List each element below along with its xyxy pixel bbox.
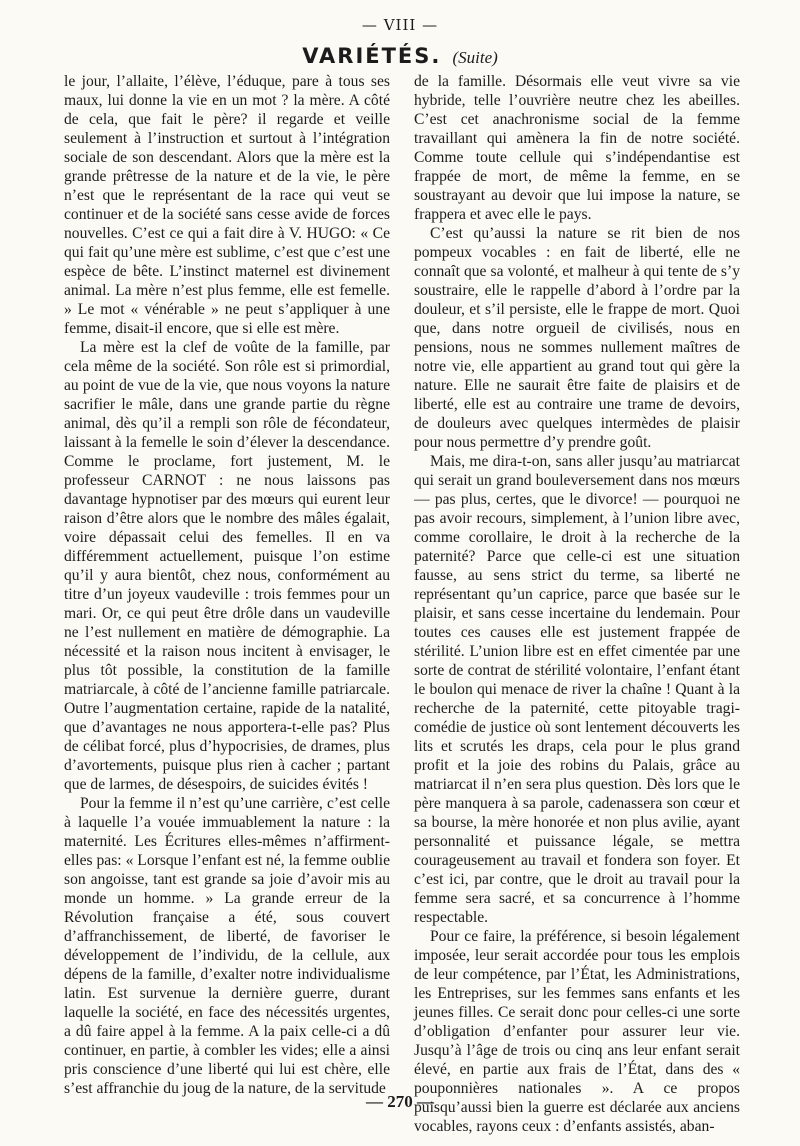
paragraph: Pour ce faire, la préférence, si besoin légalement imposée, leur serait accordée pour tous les emplois de leur compétence, par l’État, les Administrations, les Entreprises, sur les femmes sans enfants et les jeunes filles. Ce serait donc pour celles-ci une sorte d’obligation d’enfanter pour assurer leur vie. Jusqu’à l’âge de trois ou cinq ans leur enfant serait élevé, en partie aux frais de l’État, dans des « pouponnières nationales ». A ce propos puisqu’aussi bien la guerre est déclarée aux anciens vocables, rayons ceux : d’enfants assistés, aban- <box>414 928 740 1135</box>
paragraph: le jour, l’allaite, l’élève, l’éduque, pare à tous ses maux, lui donne la vie en un mot ? la mère. A côté de cela, que fait le père? il regarde et veille seulement à l’instruction et surtout à l’intégration sociale de son descendant. Alors que la mère est la grande prêtresse de la nature et de la vie, le père n’est que le représentant de la race qui veut se continuer et de la société sans cesse avide de forces nouvelles. C’est ce qui a fait dire à V. HUGO: « Ce qui fait qu’une mère est sublime, c’est que c’est une espèce de bête. L’instinct maternel est divinement animal. La mère n’est plus femme, elle est femelle. » Le mot « vénérable » ne peut s’appliquer à une femme, disait-il encore, que si elle est mère. <box>64 73 390 337</box>
paragraph: Pour la femme il n’est qu’une carrière, c’est celle à laquelle l’a vouée immuablement la nature : la maternité. Les Écritures elles-mêmes n’affirment-elles pas: « Lorsque l’enfant est né, la femme oublie son angoisse, tant est grande sa joie d’avoir mis au monde un homme. » La grande erreur de la Révolution française a été, sous couvert d’affranchissement, de liberté, de favoriser le développement de l’individu, de la cellule, aux dépens de la famille, d’exalter notre individualisme latin. Est survenue la dernière guerre, durant laquelle la société, en face des nécessités urgentes, a dû faire appel à la femme. A la paix celle-ci a dû continuer, en partie, à combler les vides; elle a ainsi pris conscience d’une liberté qui lui est chère, elle s’est affranchie du joug de la nature, de la servitude <box>64 795 390 1097</box>
paragraph: de la famille. Désormais elle veut vivre sa vie hybride, telle l’ouvrière neutre chez les abeilles. C’est cet anachronisme social de la femme travaillant qui amènera la fin de notre société. Comme toute cellule qui s’indépendantise est frappée de mort, de même la femme, en se soustrayant au devoir que lui impose la nature, se frappera et avec elle le pays. <box>414 73 740 223</box>
section-title <box>0 44 800 68</box>
paragraph: Mais, me dira-t-on, sans aller jusqu’au matriarcat qui serait un grand bouleversement dans nos mœurs — pas plus, certes, que le divorce! — pourquoi ne pas avoir recours, simplement, à l’union libre avec, comme corollaire, le droit à la recherche de la paternité? Parce que celle-ci est une situation fausse, au sens strict du terme, sa liberté ne représentant qu’un caprice, parce que basée sur le plaisir, et sans cesse incertaine du lendemain. Pour toutes ces causes elle est justement frappée de stérilité. L’union libre est en effet cimentée par une sorte de contrat de stérilité volontaire, l’enfant étant le boulon qui menace de river la chaîne ! Quant à la recherche de la paternité, cette pitoyable tragi-comédie de justice où sont lentement découverts les lits et scrutés les draps, cela pour le plus grand profit et la joie des robins du Palais, grâce au matriarcat il n’en sera plus question. Dès lors que le père manquera à sa parole, cadenassera son cœur et sa bourse, la mère honorée et non plus avilie, ayant personnalité et puissance légale, se mettra courageusement au travail et fondera son foyer. Et c’est ici, par contre, que le droit au travail pour la femme sera sacré, et sa concurrence à l’homme respectable. <box>414 453 740 926</box>
right-column <box>414 72 740 1136</box>
paragraph: La mère est la clef de voûte de la famille, par cela même de la société. Son rôle est si primordial, au point de vue de la vie, que nous voyons la nature sacrifier le mâle, dans une grande partie du règne animal, dès qu’il a rempli son rôle de fécondateur, laissant à la femelle le soin d’élever la descendance. Comme le proclame, fort justement, M. le professeur CARNOT : ne nous laissons pas davantage hypnotiser par des mœurs qui eurent leur raison d’être alors que le nombre des mâles égalait, voire dépassait celui des femelles. Il en va différemment actuellement, puisque l’on estime qu’il y aura bientôt, chez nous, conformément au titre d’un joyeux vaudeville : trois femmes pour un mari. Or, ce qui peut être drôle dans un vaudeville ne l’est nullement en matière de démographie. La nécessité et la raison nous incitent à envisager, le plus tôt possible, la constitution de la famille matriarcale, à côté de l’ancienne famille patriarcale. Outre l’augmentation certaine, rapide de la natalité, que d’avantages ne nous apportera-t-elle pas? Plus de célibat forcé, plus d’hypocrisies, de drames, plus d’avortements, puisque plus rien à cacher ; partant que de larmes, de désespoirs, de suicides évités ! <box>64 339 390 793</box>
running-header: — VIII — <box>361 16 439 34</box>
left-column <box>64 72 390 1136</box>
page-number: — 270 — <box>366 1092 434 1111</box>
paragraph: C’est qu’aussi la nature se rit bien de nos pompeux vocables : en fait de liberté, elle ne connaît que sa volonté, et malheur à qui tente de s’y soustraire, elle le rappelle d’abord à l’ordre par la douleur, et s’il persiste, elle le frappe de mort. Quoi que, dans notre orgueil de civilisés, nous en pensions, nous ne sommes nullement maîtres de notre vie, elle appartient au grand tout qui gère la nature. Elle ne saurait être faite de plaisirs et de liberté, elle est au contraire une trame de devoirs, de douleurs avec quelques intermèdes de plaisir pour nous permettre d’y prendre goût. <box>414 225 740 451</box>
section-title-subtitle: (Suite) <box>452 48 498 67</box>
article-body <box>64 72 740 1136</box>
section-title-main: VARIÉTÉS. <box>302 44 442 68</box>
